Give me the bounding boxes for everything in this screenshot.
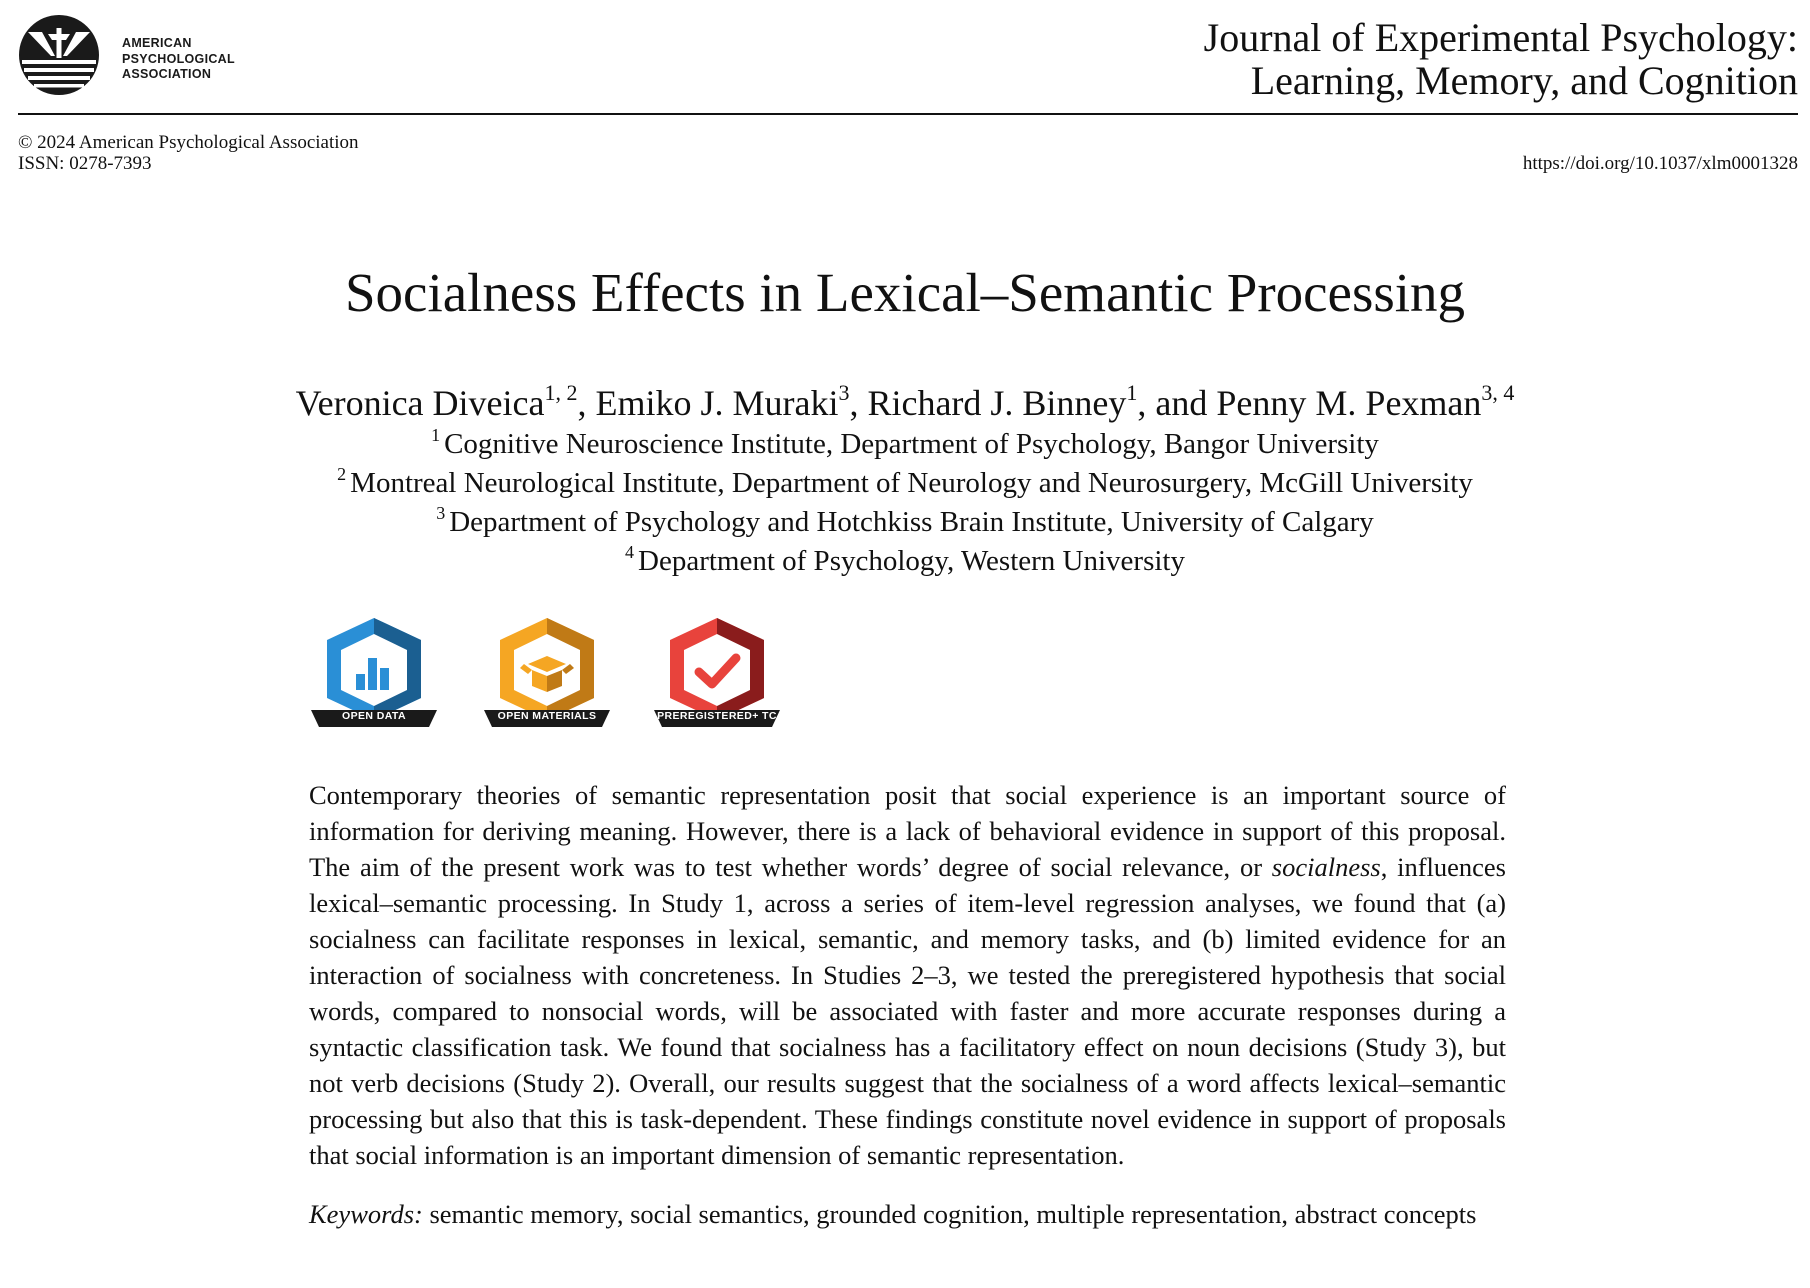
- badge-label: PREREGISTERED+ TC: [657, 710, 777, 722]
- apa-emblem-icon: [18, 14, 118, 96]
- affiliation: $^4$ Department of Psychology, Western University: [625, 542, 1185, 577]
- org-line: PSYCHOLOGICAL: [122, 51, 235, 66]
- publication-info: [18, 132, 359, 174]
- author: Veronica Diveica$^{1, 2}$: [295, 380, 578, 423]
- journal-title: [1204, 16, 1798, 102]
- journal-title-line: Learning, Memory, and Cognition: [1250, 58, 1798, 103]
- apa-logo: [18, 14, 250, 96]
- author: Penny M. Pexman$^{3, 4}$: [1216, 380, 1515, 423]
- header-divider: [18, 113, 1798, 115]
- author: Emiko J. Muraki$^3$: [595, 380, 850, 423]
- journal-title-line: Journal of Experimental Psychology:: [1203, 15, 1798, 60]
- preregistered-badge[interactable]: [652, 614, 782, 734]
- badge-label: OPEN MATERIALS: [497, 710, 597, 722]
- organization-name: [122, 36, 235, 83]
- copyright-notice: © 2024 American Psychological Association: [18, 132, 359, 153]
- org-line: AMERICAN: [122, 36, 192, 50]
- keywords: [309, 1196, 1506, 1232]
- open-data-badge[interactable]: [309, 614, 439, 734]
- badge-label: OPEN DATA: [342, 710, 406, 722]
- org-line: ASSOCIATION: [122, 67, 212, 81]
- affiliation-list: [0, 425, 1810, 581]
- affiliation: $^3$ Department of Psychology and Hotchkiss Brain Institute, University of Calgary: [436, 503, 1374, 538]
- affiliation: $^2$ Montreal Neurological Institute, Department of Neurology and Neurosurgery, McGill University: [337, 464, 1473, 499]
- author: Richard J. Binney$^1$: [867, 380, 1138, 423]
- keywords-label: Keywords:: [309, 1199, 423, 1229]
- open-materials-badge[interactable]: [482, 614, 612, 734]
- affiliation: $^1$ Cognitive Neuroscience Institute, Department of Psychology, Bangor University: [431, 425, 1379, 460]
- article-title: Socialness Effects in Lexical–Semantic Processing: [344, 262, 1466, 323]
- issn: ISSN: 0278-7393: [18, 153, 152, 174]
- author-list: Veronica Diveica$^{1, 2}$, Emiko J. Muraki$^3$, Richard J. Binney$^1$, and Penny M. Pexman$^{3, 4}$: [295, 380, 1515, 423]
- abstract: Contemporary theories of semantic representation posit that social experience is an important source of information for deriving meaning. However, there is a lack of behavioral evidence in support of this proposal. The aim of the present work was to test whether words’ degree of social relevance, or socialness, influences lexical–semantic processing. In Study 1, across a series of item-level regression analyses, we found that (a) socialness can facilitate responses in lexical, semantic, and memory tasks, and (b) limited evidence for an interaction of socialness with concreteness. In Studies 2–3, we tested the preregistered hypothesis that social words, compared to nonsocial words, will be associated with faster and more accurate responses during a syntactic classification task. We found that socialness has a facilitatory effect on noun decisions (Study 3), but not verb decisions (Study 2). Overall, our results suggest that the socialness of a word affects lexical–semantic processing but also that this is task-dependent. These findings constitute novel evidence in support of proposals that social information is an important dimension of semantic representation.: [309, 780, 1506, 1170]
- doi-link[interactable]: https://doi.org/10.1037/xlm0001328: [1522, 153, 1798, 174]
- keywords-text: semantic memory, social semantics, grounded cognition, multiple representation, abstract concepts: [429, 1199, 1477, 1229]
